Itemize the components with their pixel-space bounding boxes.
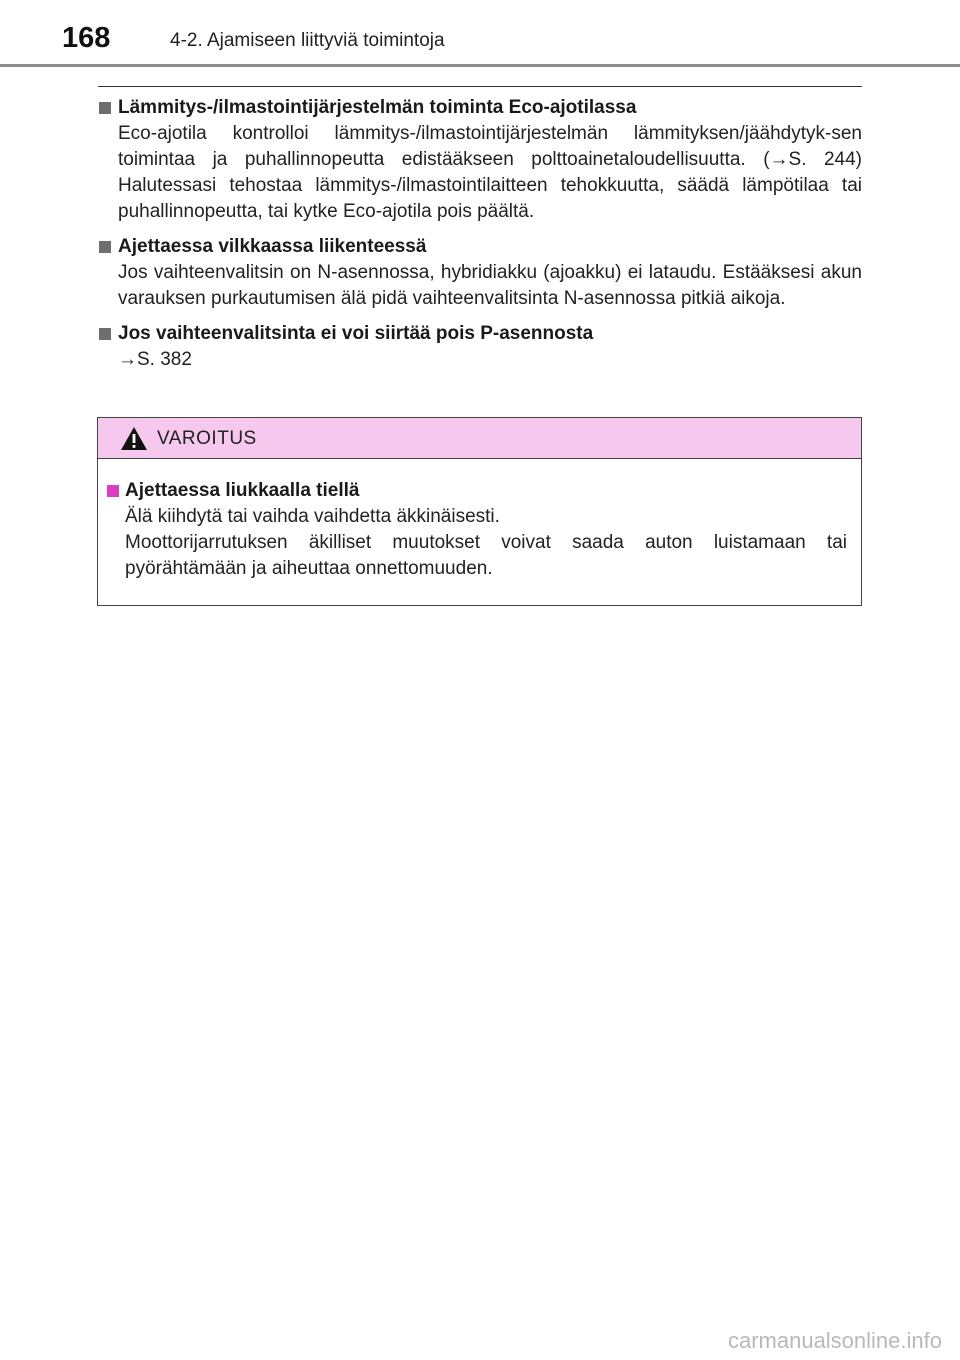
content-divider bbox=[98, 86, 862, 87]
square-bullet-icon bbox=[107, 485, 119, 497]
item-heading-text: Jos vaihteenvalitsinta ei voi siirtää pois P-asennosta bbox=[118, 323, 594, 344]
square-bullet-icon bbox=[99, 241, 111, 253]
page-number: 168 bbox=[62, 22, 111, 54]
square-bullet-icon bbox=[99, 328, 111, 340]
page-header bbox=[0, 0, 960, 70]
item-heading bbox=[98, 321, 862, 347]
watermark: carmanualsonline.info bbox=[727, 1328, 942, 1353]
item-heading bbox=[98, 95, 862, 121]
item-body: Jos vaihteenvalitsin on N-asennossa, hybridiakku (ajoakku) ei lataudu. Estääksesi akun varauksen purkautumisen älä pidä vaihteenvalitsinta N-asennossa pitkiä aikoja. bbox=[118, 262, 862, 309]
item-body: Eco-ajotila kontrolloi lämmitys-/ilmastointijärjestelmän lämmityksen/jäähdytyk-sen toimintaa ja puhallinnopeutta edistääkseen polttoainetaloudellisuutta. (→S. 244) Halutessasi tehostaa lämmitys-/ilmastointilaitteen tehokkuutta, säädä lämpötilaa tai puhallinnopeutta, tai kytke Eco-ajotila pois päältä. bbox=[118, 123, 862, 222]
warning-line: Moottorijarrutuksen äkilliset muutokset voivat saada auton luistamaan tai pyörähtämään ja aiheuttaa onnettomuuden. bbox=[125, 532, 847, 579]
section-title: 4-2. Ajamiseen liittyviä toimintoja bbox=[170, 30, 445, 51]
warning-header bbox=[98, 418, 861, 459]
warning-label: VAROITUS bbox=[157, 428, 257, 449]
square-bullet-icon bbox=[99, 102, 111, 114]
list-item bbox=[98, 321, 862, 373]
warning-body bbox=[105, 478, 847, 582]
list-item bbox=[98, 234, 862, 312]
content-body bbox=[98, 95, 862, 382]
warning-line: Älä kiihdytä tai vaihda vaihdetta äkkinäisesti. bbox=[125, 506, 500, 527]
warning-heading-text: Ajettaessa liukkaalla tiellä bbox=[125, 480, 360, 501]
list-item bbox=[98, 95, 862, 225]
warning-triangle-icon bbox=[120, 426, 148, 451]
item-heading-text: Ajettaessa vilkkaassa liikenteessä bbox=[118, 236, 427, 257]
page-reference-link[interactable]: →S. 382 bbox=[118, 349, 192, 370]
item-heading bbox=[98, 234, 862, 260]
item-heading-text: Lämmitys-/ilmastointijärjestelmän toiminta Eco-ajotilassa bbox=[118, 97, 637, 118]
warning-box bbox=[97, 417, 862, 606]
warning-heading bbox=[105, 478, 847, 504]
header-divider bbox=[0, 64, 960, 67]
